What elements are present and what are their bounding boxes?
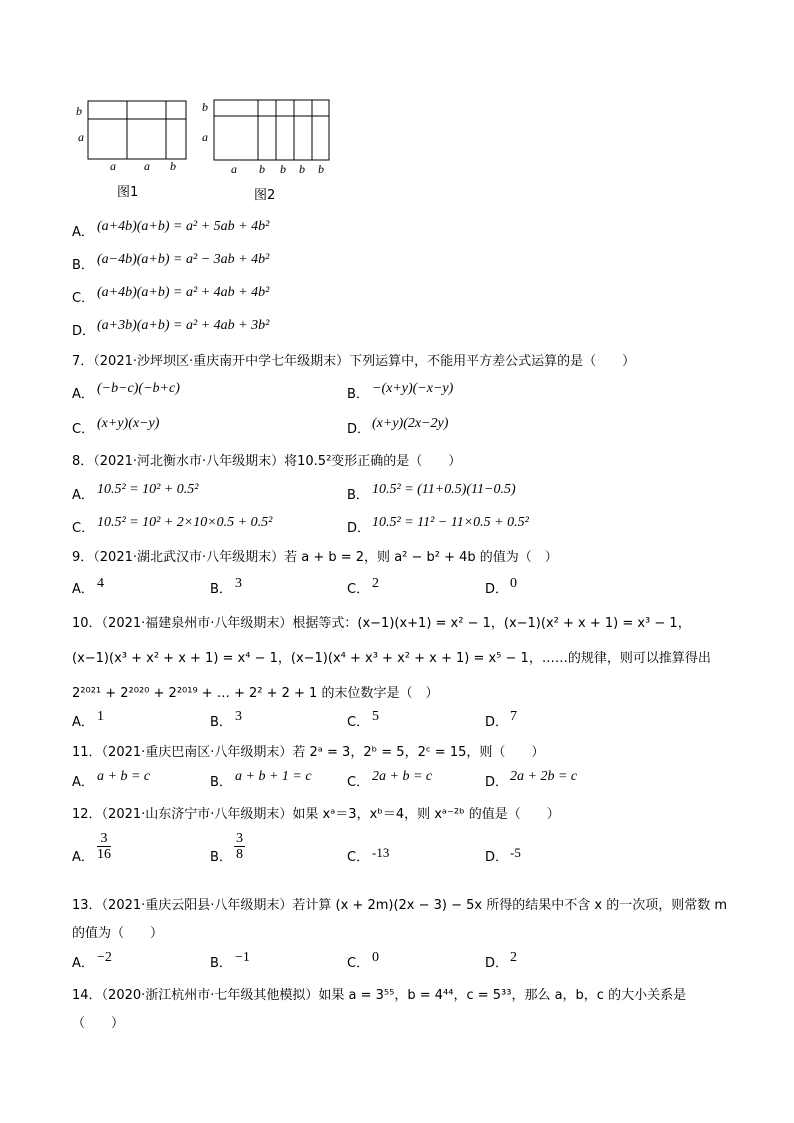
q10-c-expr: 5 [372,709,379,724]
q11-c-letter: C． [347,775,370,790]
option-letter: B． [72,258,94,273]
q13-b-letter: B． [210,956,232,971]
q9-d-letter: D． [485,582,509,597]
q14-line2: （ ） [72,1016,125,1031]
q13-line1: 13．（2021·重庆云阳县·八年级期末）若计算 (x + 2m)(2x − 3) − 5x 所得的结果中不含 x 的一次项，则常数 m [72,898,727,913]
q10-line3: 2²⁰²¹ + 2²⁰²⁰ + 2²⁰¹⁹ + … + 2² + 2 + 1 的末位数字是（ ） [72,686,439,701]
q12-c-expr: -13 [372,845,390,860]
q10-b-expr: 3 [235,709,242,724]
option-expression: (a+4b)(a+b) = a² + 5ab + 4b² [97,219,270,234]
q8-c-letter: C． [72,521,95,536]
q12-a-fraction [97,831,111,862]
q9-a-letter: A． [72,582,94,597]
q11-a-letter: A． [72,775,94,790]
q7-a-expr: (−b−c)(−b+c) [97,381,180,396]
q7-a-letter: A． [72,387,94,402]
q11-b-expr: a + b + 1 = c [235,769,312,784]
q8-b-expr: 10.5² = (11+0.5)(11−0.5) [372,482,516,497]
q13-d-letter: D． [485,956,509,971]
fig2-bottom-b4: b [318,162,324,176]
q10-line1: 10．（2021·福建泉州市·八年级期末）根据等式：(x−1)(x+1) = x² − 1，(x−1)(x² + x + 1) = x³ − 1， [72,616,691,631]
fig2-bottom-b1: b [259,162,265,176]
numerator: 3 [97,831,111,847]
q13-a-expr: −2 [97,950,112,965]
numerator: 3 [236,831,243,846]
q9-b-letter: B． [210,582,232,597]
q8-a-expr: 10.5² = 10² + 0.5² [97,482,199,497]
figure-1-diagram [70,96,200,176]
q12-d-letter: D． [485,850,509,865]
q13-b-expr: −1 [235,950,250,965]
q8-c-expr: 10.5² = 10² + 2×10×0.5 + 0.5² [97,515,273,530]
fig1-bottom-a2: a [144,159,150,173]
q7-d-expr: (x+y)(2x−2y) [372,416,449,431]
q7-b-letter: B． [347,387,369,402]
q12-a-letter: A． [72,850,94,865]
fig2-bottom-b2: b [280,162,286,176]
figure-2-diagram [200,94,335,174]
q9-b-expr: 3 [235,576,242,591]
option-letter: A． [72,225,94,240]
fig2-label-a: a [202,130,208,144]
fig1-bottom-a1: a [110,159,116,173]
q10-a-letter: A． [72,715,94,730]
q10-d-letter: D． [485,715,509,730]
denominator: 16 [97,847,111,862]
q9-a-expr: 4 [97,576,104,591]
q10-line2: (x−1)(x³ + x² + x + 1) = x⁴ − 1，(x−1)(x⁴ + x³ + x² + x + 1) = x⁵ − 1，……的规律，则可以推算得出 [72,651,711,666]
q10-a-expr: 1 [97,709,104,724]
fig2-caption: 图2 [254,188,276,203]
q8-b-letter: B． [347,488,369,503]
q11-c-expr: 2a + b = c [372,769,433,784]
option-letter: C． [72,291,95,306]
q11-a-expr: a + b = c [97,769,151,784]
q8-d-letter: D． [347,521,371,536]
q13-c-letter: C． [347,956,370,971]
q8-a-letter: A． [72,488,94,503]
q7-stem: 7．（2021·沙坪坝区·重庆南开中学七年级期末）下列运算中，不能用平方差公式运算的是（ ） [72,354,636,369]
q12-b-letter: B． [210,850,232,865]
q10-b-letter: B． [210,715,232,730]
q13-a-letter: A． [72,956,94,971]
q7-b-expr: −(x+y)(−x−y) [372,381,454,396]
fig2-label-b: b [202,100,208,114]
q8-d-expr: 10.5² = 11² − 11×0.5 + 0.5² [372,515,529,530]
q13-line2: 的值为（ ） [72,926,164,941]
fig2-bottom-a: a [231,162,237,176]
q12-b-fraction [234,831,245,862]
q11-b-letter: B． [210,775,232,790]
denominator: 8 [236,847,243,862]
option-letter: D． [72,324,96,339]
q10-d-expr: 7 [510,709,517,724]
q7-c-letter: C． [72,422,95,437]
q8-stem: 8．（2021·河北衡水市·八年级期末）将10.5²变形正确的是（ ） [72,454,462,469]
q9-stem: 9．（2021·湖北武汉市·八年级期末）若 a + b = 2，则 a² − b² + 4b 的值为（ ） [72,550,558,565]
fig1-bottom-b: b [170,159,176,173]
q11-d-expr: 2a + 2b = c [510,769,578,784]
q13-c-expr: 0 [372,950,379,965]
q11-d-letter: D． [485,775,509,790]
q13-d-expr: 2 [510,950,517,965]
q9-c-letter: C． [347,582,370,597]
option-expression: (a+3b)(a+b) = a² + 4ab + 3b² [97,318,270,333]
fig2-bottom-b3: b [299,162,305,176]
q7-c-expr: (x+y)(x−y) [97,416,160,431]
q7-d-letter: D． [347,422,371,437]
fig1-label-b: b [76,104,82,118]
fig1-caption: 图1 [117,185,139,200]
q12-c-letter: C． [347,850,370,865]
q14-line1: 14．（2020·浙江杭州市·七年级其他模拟）如果 a = 3⁵⁵，b = 4⁴⁴，c = 5³³，那么 a，b，c 的大小关系是 [72,988,687,1003]
q10-c-letter: C． [347,715,370,730]
fig1-label-a: a [78,130,84,144]
q9-d-expr: 0 [510,576,517,591]
q12-d-expr: -5 [510,845,521,860]
q9-c-expr: 2 [372,576,379,591]
q12-stem: 12．（2021·山东济宁市·八年级期末）如果 xᵃ＝3，xᵇ＝4，则 xᵃ⁻²ᵇ 的值是（ ） [72,807,560,822]
option-expression: (a−4b)(a+b) = a² − 3ab + 4b² [97,252,270,267]
option-expression: (a+4b)(a+b) = a² + 4ab + 4b² [97,285,270,300]
q11-stem: 11．（2021·重庆巴南区·八年级期末）若 2ᵃ = 3，2ᵇ = 5，2ᶜ = 15，则（ ） [72,745,545,760]
